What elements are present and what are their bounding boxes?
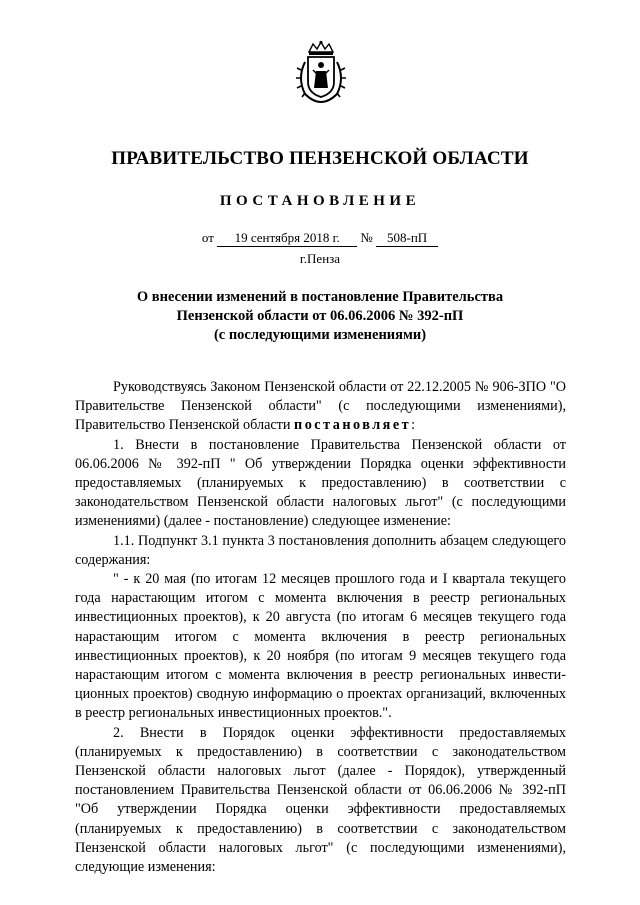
document-type-title: ПОСТАНОВЛЕНИЕ	[219, 193, 421, 209]
date-number-line	[0, 230, 640, 247]
document-date: 19 сентября 2018 г.	[217, 230, 357, 247]
body-paragraph: " - к 20 мая (по итогам 12 месяцев прошлого года и I квартала текущего года нарастающим итогом с момента включения в реестр региональных инвестиционных проектов), к 20 августа (по итогам 6 месяцев текущего года нарастающим итогом с момента включения в реестр региональных инвестиционных проектов), к 20 ноября (по итогам 9 месяцев текущего года нарастающим итогом с момента включения в реестр региональных инвести- ционных проектов) сводную информацию о проектах организаций, включенных в реестр региональных инвестиционных проектов.".	[75, 571, 566, 722]
organization-title: ПРАВИТЕЛЬСТВО ПЕНЗЕНСКОЙ ОБЛАСТИ	[111, 148, 529, 169]
document-subject	[120, 288, 520, 345]
subject-line: О внесении изменений в постановление Правительства	[136, 289, 504, 305]
document-body	[75, 378, 566, 877]
number-prefix: №	[360, 230, 373, 245]
paragraph-text: Руководствуясь Законом Пензенской области от 22.12.2005 № 906-ЗПО "О Правительстве Пензенской области" (с последующими изменениями), Правительство Пензенской области	[75, 379, 566, 434]
emphasized-word: постановляет	[294, 417, 412, 434]
body-paragraph: 2. Внести в Порядок оценки эффективности предоставляемых (планируемых к предоставлению) в соответствии с законодательством Пензенской области налоговых льгот (далее - Порядок), утвержденный постановлением Правительства Пензенской области от 06.06.2006 № 392-пП "Об утверждении Порядка оценки эффективности предоставляемых (планируемых к предоставлению) в соответствии с законодательством Пензенской области налоговых льгот" (с последующими изменениями), следующие изменения:	[75, 724, 566, 876]
paragraph-text: :	[411, 417, 416, 434]
body-paragraph	[75, 378, 566, 436]
subject-line: Пензенской области от 06.06.2006 № 392-пП	[176, 308, 464, 324]
date-prefix: от	[201, 230, 214, 245]
coat-of-arms-emblem	[295, 40, 347, 104]
document-number: 508-пП	[376, 230, 438, 247]
body-paragraph: 1.1. Подпункт 3.1 пункта 3 постановления дополнить абзацем следующего содержания:	[75, 532, 566, 568]
body-paragraph: 1. Внести в постановление Правительства Пензенской области от 06.06.2006 № 392-пП " Об утверждении Порядка оценки эффективности предоставляемых (планируемых к предоставлению) в соответствии с законодательством Пензенской области налоговых льгот" (с последующими изменениями) (далее - постановление) следующее изменение:	[75, 436, 566, 530]
subject-line: (с последующими изменениями)	[213, 327, 427, 343]
city-name: г.Пенза	[299, 251, 341, 266]
